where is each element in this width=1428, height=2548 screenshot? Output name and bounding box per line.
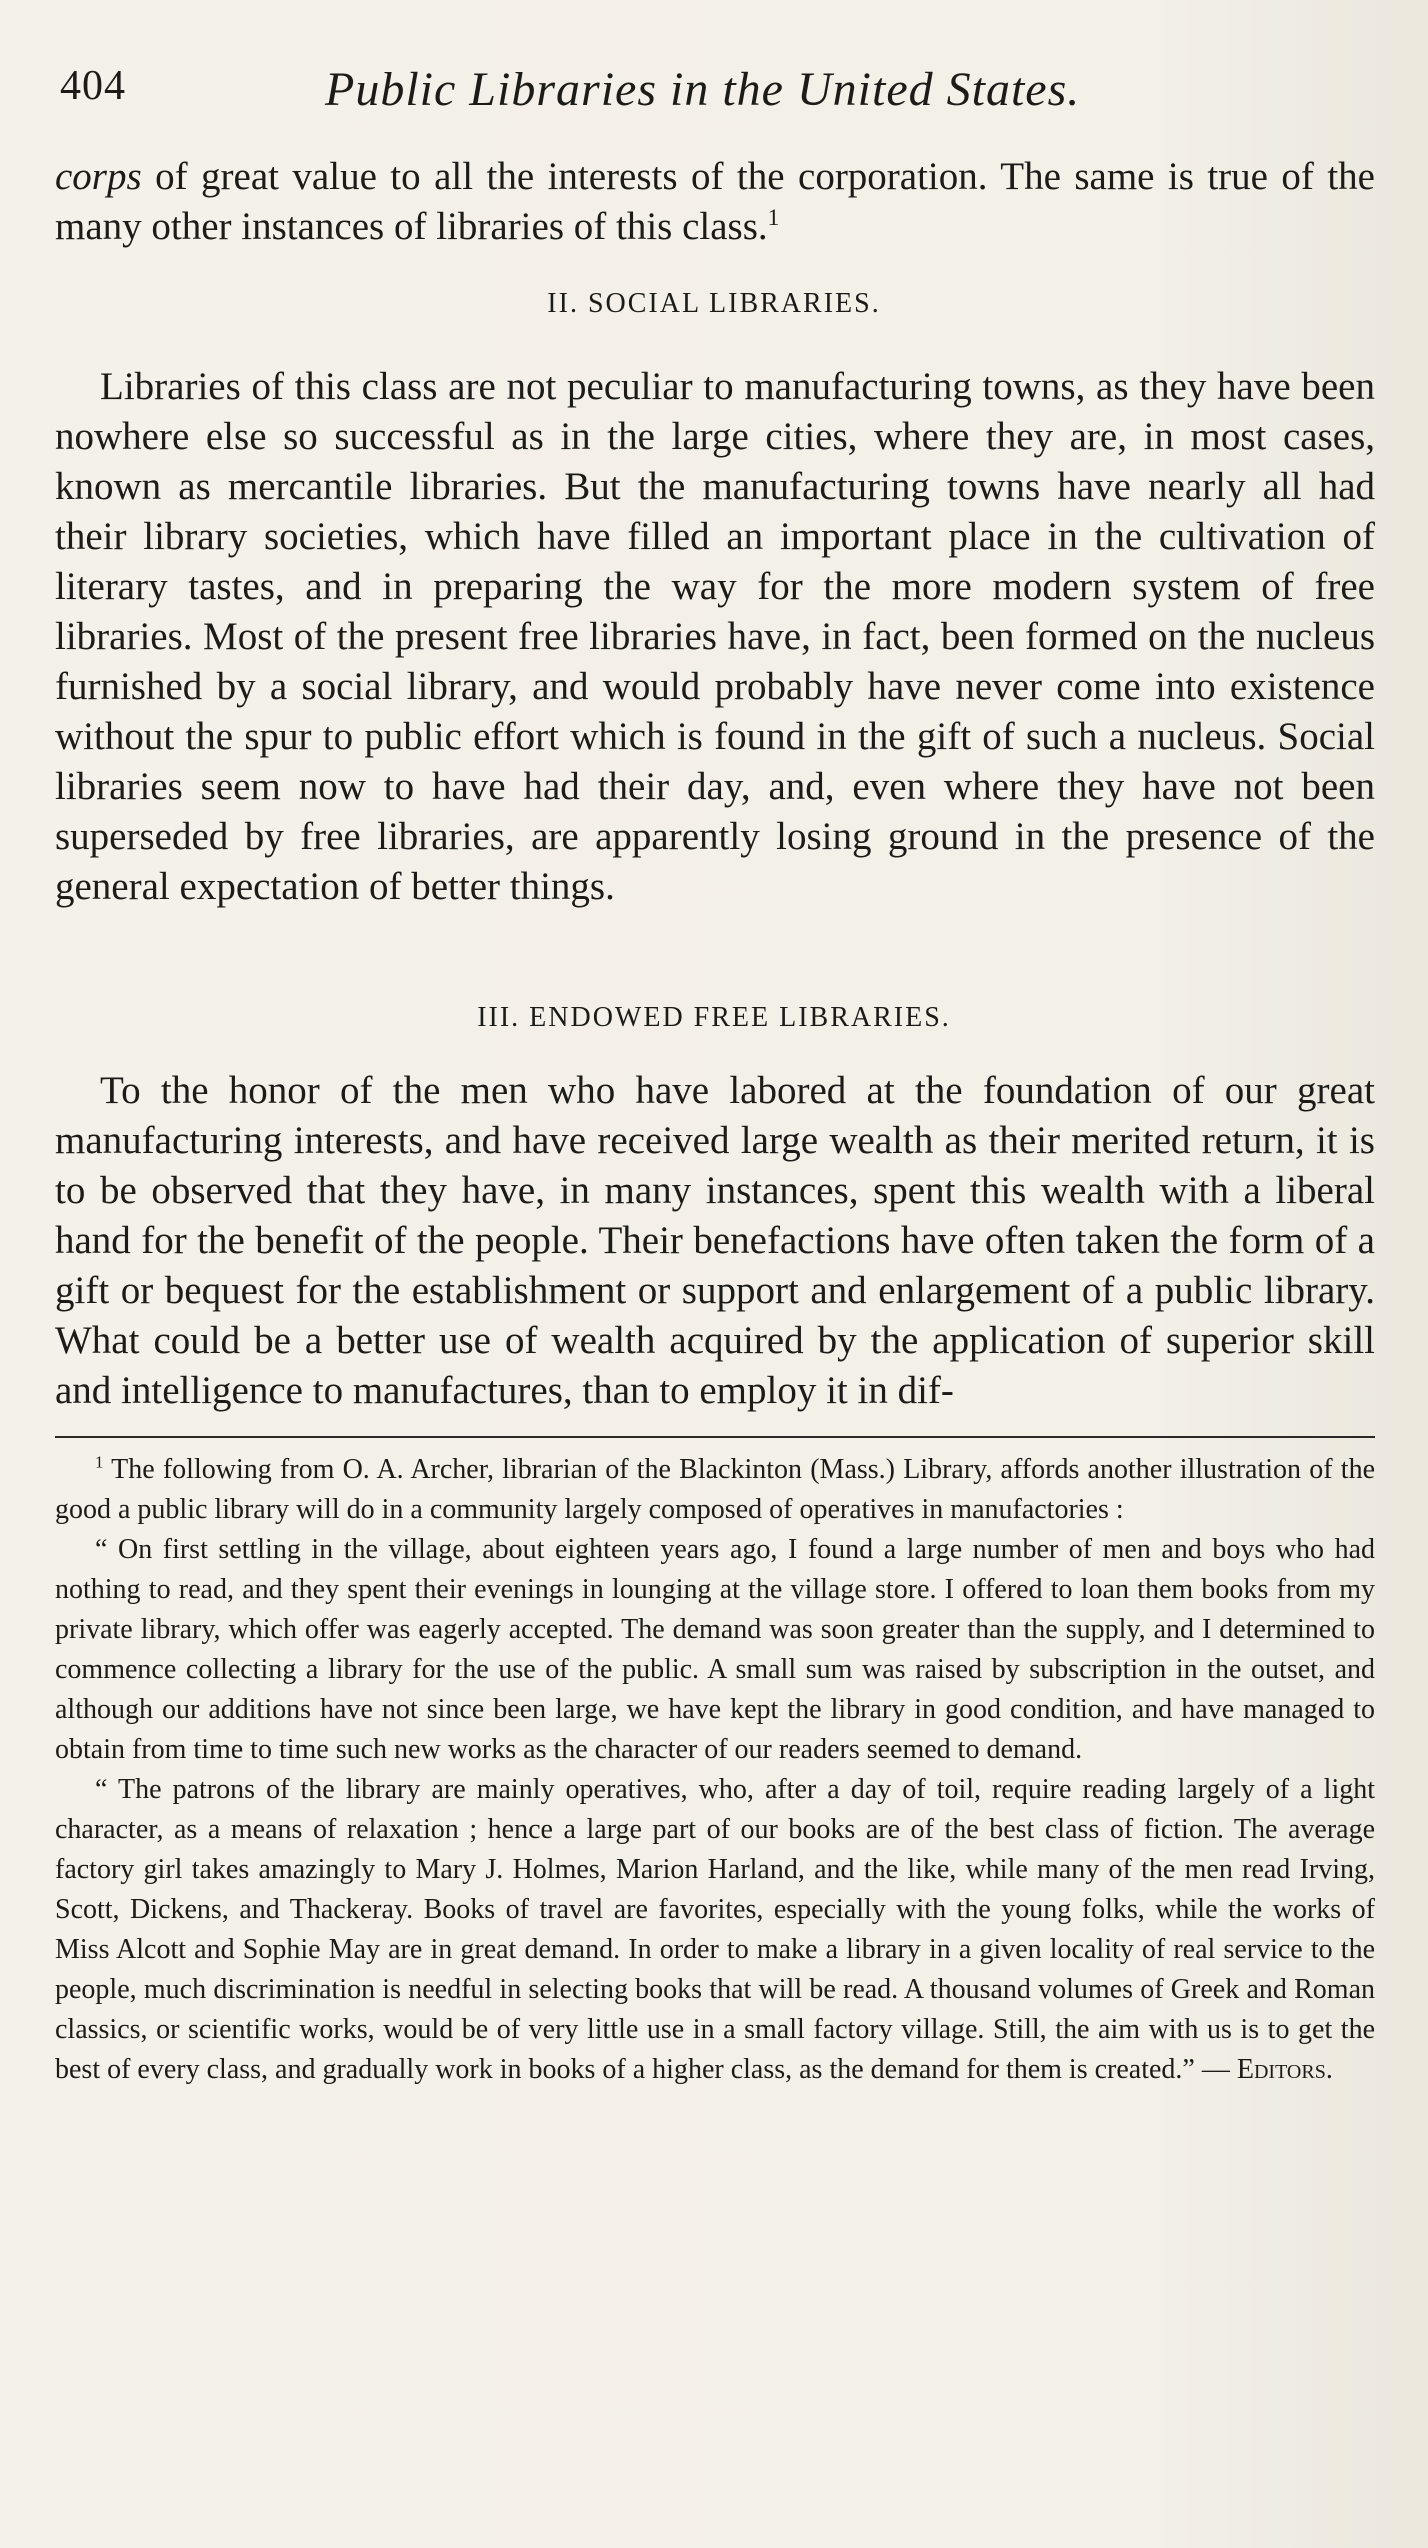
footnote-reference: 1 [767,205,780,231]
footnote-divider [55,1436,1375,1438]
footnote-marker: 1 [95,1452,104,1472]
continuation-text [55,152,1375,252]
running-head: Public Libraries in the United States. [325,63,1081,116]
footnote-quote-1: “ On first settling in the village, about eighteen years ago, I found a large number of men and boys who had nothing to read, and they spent their evenings in lounging at the village store. I offered to loan them books from my private library, which offer was eagerly accepted. The demand was soon greater than the supply, and I determined to commence collecting a library for the use of the public. A small sum was raised by subscription in the outset, and although our additions have not since been large, we have kept the library in good condition, and have managed to obtain from time to time such new works as the character of our readers seemed to demand. [55,1534,1375,1765]
section-heading-social: II. SOCIAL LIBRARIES. [547,288,881,319]
footnote-signature: Editors. [1236,2054,1333,2085]
section-heading-endowed: III. ENDOWED FREE LIBRARIES. [477,1002,951,1033]
continuation-italic-lead: corps [55,155,142,198]
footnote-quote-2 [55,1770,1375,2090]
footnote-intro-text: The following from O. A. Archer, librarian of the Blackinton (Mass.) Library, affords another illustration of the good a public library will do in a community largely composed of operatives in manufactories : [55,1454,1375,1525]
social-libraries-paragraph: Libraries of this class are not peculiar to manufacturing towns, as they have been nowhere else so successful as in the large cities, where they are, in most cases, known as mercantile libraries. But the manufacturing towns have nearly all had their library societies, which have filled an important place in the cultivation of literary tastes, and in preparing the way for the more modern system of free libraries. Most of the present free libraries have, in fact, been formed on the nucleus furnished by a social library, and would probably have never come into existence without the spur to public effort which is found in the gift of such a nucleus. Social libraries seem now to have had their day, and, even where they have not been superseded by free libraries, are apparently losing ground in the presence of the general expectation of better things. [55,365,1375,908]
footnote-quote-2-text: “ The patrons of the library are mainly operatives, who, after a day of toil, require reading largely of a light character, as a means of relaxation ; hence a large part of our books are of the best class of fiction. The average factory girl takes amazingly to Mary J. Holmes, Marion Harland, and the like, while many of the men read Irving, Scott, Dickens, and Thackeray. Books of travel are favorites, especially with the young folks, while the works of Miss Alcott and Sophie May are in great demand. In order to make a library in a given locality of real service to the people, much discrimination is needful in selecting books that will be read. A thousand volumes of Greek and Roman classics, or scientific works, would be of very little use in a small factory village. Still, the aim with us is to get the best of every class, and gradually work in books of a higher class, as the demand for them is created.” — [55,1774,1375,2085]
footnote-block [55,1450,1375,2090]
endowed-libraries-paragraph: To the honor of the men who have labored at the foundation of our great manufacturing interests, and have received large wealth as their merited return, it is to be observed that they have, in many instances, spent this wealth with a liberal hand for the benefit of the people. Their benefactions have often taken the form of a gift or bequest for the establishment or support and enlargement of a public library. What could be a better use of wealth acquired by the application of superior skill and intelligence to manufactures, than to employ it in dif- [55,1069,1375,1412]
page-number: 404 [60,63,126,109]
continuation-paragraph [55,152,1375,252]
continuation-body: of great value to all the interests of the corporation. The same is true of the many other instances of libraries of this class. [55,155,1375,248]
endowed-libraries-section [55,1066,1375,1416]
page-header [60,62,1400,122]
footnote-intro [55,1450,1375,1530]
social-libraries-section [55,362,1375,912]
